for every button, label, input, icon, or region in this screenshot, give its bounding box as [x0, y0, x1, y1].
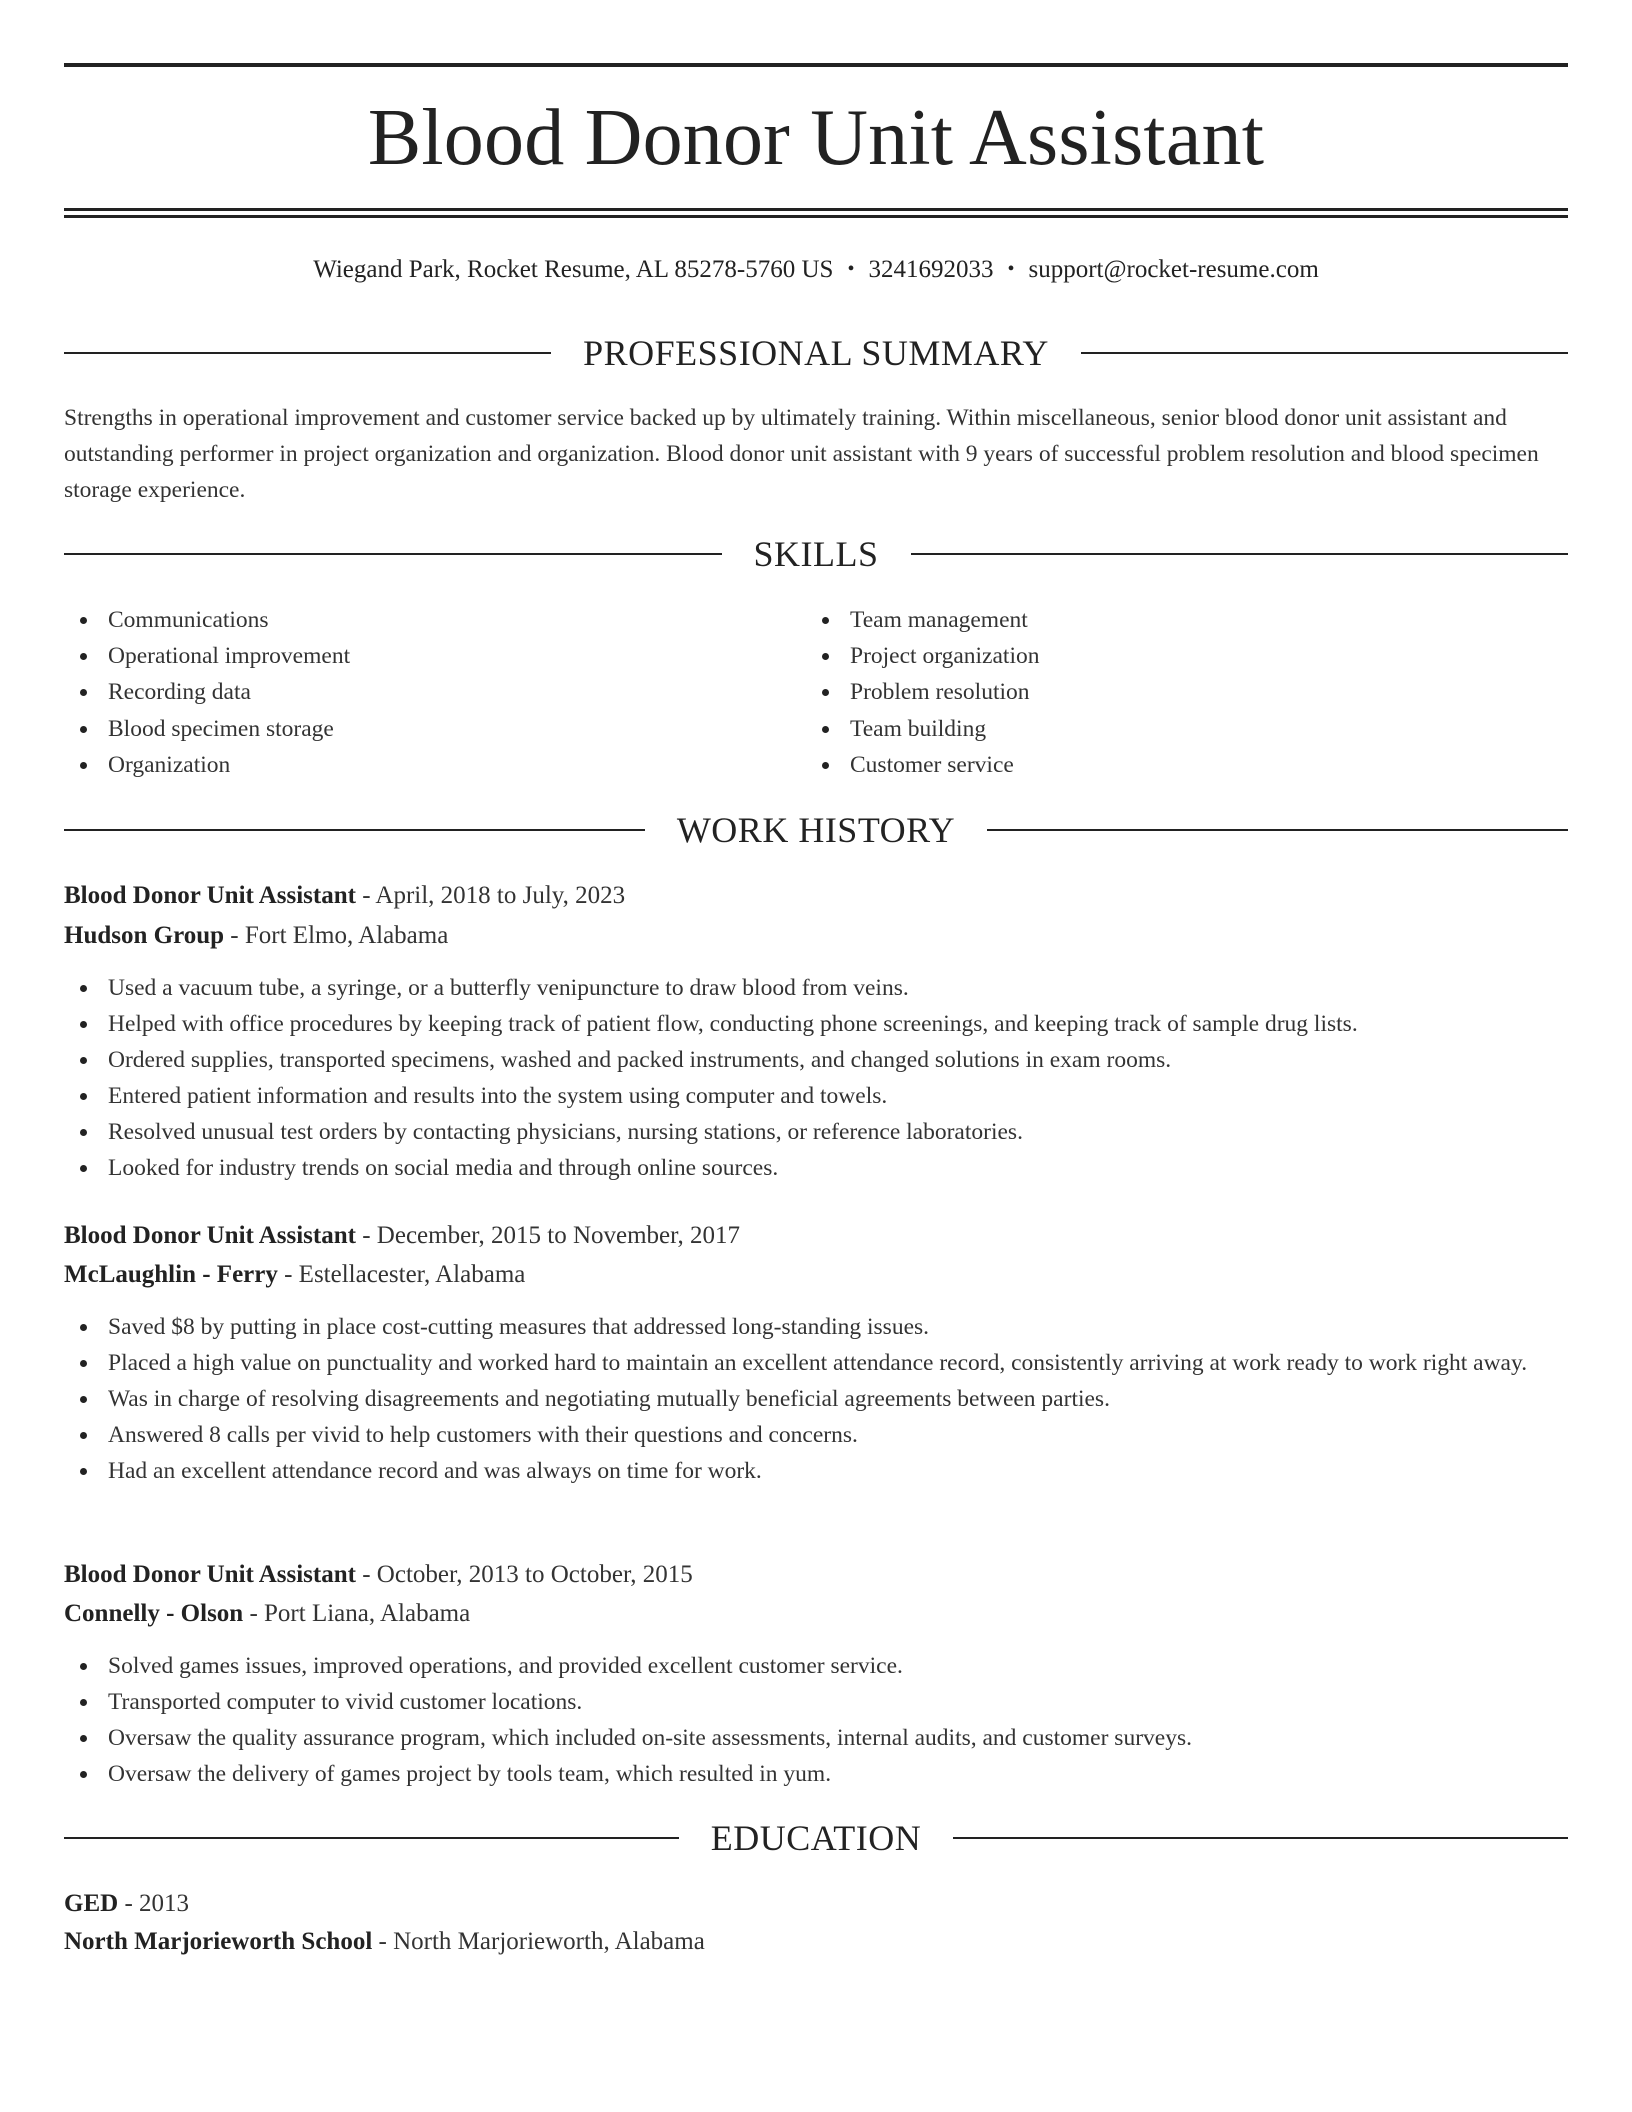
- job-company: McLaughlin - Ferry: [64, 1261, 278, 1288]
- heading-rule-right: [1081, 352, 1568, 354]
- job-title: Blood Donor Unit Assistant: [64, 1222, 356, 1249]
- job-title-line: [64, 1220, 740, 1252]
- job-bullet: Had an excellent attendance record and was always on time for work.: [64, 1453, 1568, 1489]
- education-heading: [64, 1818, 1568, 1858]
- job-bullet: Looked for industry trends on social media and through online sources.: [64, 1150, 1568, 1186]
- skills-heading: [64, 534, 1568, 574]
- job-dates: - December, 2015 to November, 2017: [355, 1222, 740, 1249]
- header-top-rule: [64, 63, 1568, 67]
- summary-heading-label: PROFESSIONAL SUMMARY: [583, 333, 1049, 373]
- skill-item: Recording data: [64, 674, 764, 710]
- skills-heading-label: SKILLS: [753, 534, 879, 574]
- job-bullet: Transported computer to vivid customer locations.: [64, 1684, 1568, 1720]
- skill-item: Project organization: [806, 638, 1506, 674]
- skill-item: Team building: [806, 711, 1506, 747]
- contact-separator: •: [1007, 258, 1015, 280]
- resume-title: Blood Donor Unit Assistant: [367, 94, 1265, 182]
- job-bullet: Placed a high value on punctuality and worked hard to maintain an excellent attendance record, consistently arriving at work ready to work right away.: [64, 1345, 1568, 1381]
- education-school: North Marjorieworth School: [64, 1928, 373, 1955]
- job-title: Blood Donor Unit Assistant: [64, 1561, 356, 1588]
- heading-rule-right: [953, 1837, 1568, 1839]
- work-heading-label: WORK HISTORY: [676, 810, 956, 850]
- job-title: Blood Donor Unit Assistant: [64, 882, 356, 909]
- contact-separator: •: [847, 258, 855, 280]
- job-company-line: [64, 1598, 470, 1630]
- heading-rule-right: [911, 553, 1569, 555]
- education-heading-label: EDUCATION: [710, 1818, 922, 1858]
- skill-item: Operational improvement: [64, 638, 764, 674]
- job-bullet: Entered patient information and results into the system using computer and towels.: [64, 1078, 1568, 1114]
- job-dates: - April, 2018 to July, 2023: [355, 882, 626, 909]
- job-bullet: Ordered supplies, transported specimens, washed and packed instruments, and changed solutions in exam rooms.: [64, 1042, 1568, 1078]
- heading-rule-left: [64, 352, 551, 354]
- heading-rule-left: [64, 829, 645, 831]
- education-degree-line: [64, 1888, 189, 1920]
- job-bullet: Solved games issues, improved operations, and provided excellent customer service.: [64, 1648, 1568, 1684]
- summary-text: Strengths in operational improvement and customer service backed up by ultimately training. Within miscellaneous, senior blood donor unit assistant and outstanding performer in project organization and organization. Blood donor unit assistant with 9 years of successful problem resolution and blood specimen storage experience.: [64, 405, 1539, 503]
- work-heading: [64, 810, 1568, 850]
- job-bullet: Used a vacuum tube, a syringe, or a butterfly venipuncture to draw blood from veins.: [64, 970, 1568, 1006]
- job-dates: - October, 2013 to October, 2015: [355, 1561, 693, 1588]
- contact-line: [64, 254, 1568, 287]
- skill-item: Blood specimen storage: [64, 711, 764, 747]
- heading-rule-left: [64, 1837, 679, 1839]
- job-company-line: [64, 1259, 525, 1291]
- job-company-line: [64, 920, 448, 952]
- skill-item: Customer service: [806, 747, 1506, 783]
- job-bullet: Helped with office procedures by keeping track of patient flow, conducting phone screenings, and keeping track of sample drug lists.: [64, 1006, 1568, 1042]
- skill-item: Organization: [64, 747, 764, 783]
- contact-email: support@rocket-resume.com: [1028, 256, 1319, 283]
- skills-list-right: [806, 602, 1506, 783]
- job-bullet-list: [64, 1309, 1568, 1489]
- heading-rule-right: [987, 829, 1568, 831]
- summary-heading: [64, 333, 1568, 373]
- job-bullet: Oversaw the delivery of games project by tools team, which resulted in yum.: [64, 1756, 1568, 1792]
- job-company: Hudson Group: [64, 922, 225, 949]
- job-title-line: [64, 880, 625, 912]
- header-double-rule-lower: [64, 215, 1568, 218]
- education-location: - North Marjorieworth, Alabama: [372, 1928, 705, 1955]
- skill-item: Communications: [64, 602, 764, 638]
- heading-rule-left: [64, 553, 722, 555]
- job-bullet: Answered 8 calls per vivid to help customers with their questions and concerns.: [64, 1417, 1568, 1453]
- education-year: - 2013: [118, 1890, 190, 1917]
- education-school-line: [64, 1926, 705, 1958]
- job-bullet: Was in charge of resolving disagreements and negotiating mutually beneficial agreements between parties.: [64, 1381, 1568, 1417]
- skill-item: Problem resolution: [806, 674, 1506, 710]
- job-bullet: Oversaw the quality assurance program, which included on-site assessments, internal audits, and customer surveys.: [64, 1720, 1568, 1756]
- job-location: - Fort Elmo, Alabama: [224, 922, 449, 949]
- job-bullet: Resolved unusual test orders by contacting physicians, nursing stations, or reference laboratories.: [64, 1114, 1568, 1150]
- job-title-line: [64, 1559, 693, 1591]
- job-location: - Port Liana, Alabama: [243, 1600, 471, 1627]
- skill-item: Team management: [806, 602, 1506, 638]
- job-bullet-list: [64, 1648, 1568, 1792]
- contact-address: Wiegand Park, Rocket Resume, AL 85278-5760 US: [313, 256, 834, 283]
- contact-phone: 3241692033: [868, 256, 994, 283]
- skills-list-left: [64, 602, 764, 783]
- job-bullet-list: [64, 970, 1568, 1186]
- job-company: Connelly - Olson: [64, 1600, 244, 1627]
- job-location: - Estellacester, Alabama: [277, 1261, 526, 1288]
- job-bullet: Saved $8 by putting in place cost-cutting measures that addressed long-standing issues.: [64, 1309, 1568, 1345]
- header-double-rule-upper: [64, 208, 1568, 211]
- education-degree: GED: [64, 1890, 119, 1917]
